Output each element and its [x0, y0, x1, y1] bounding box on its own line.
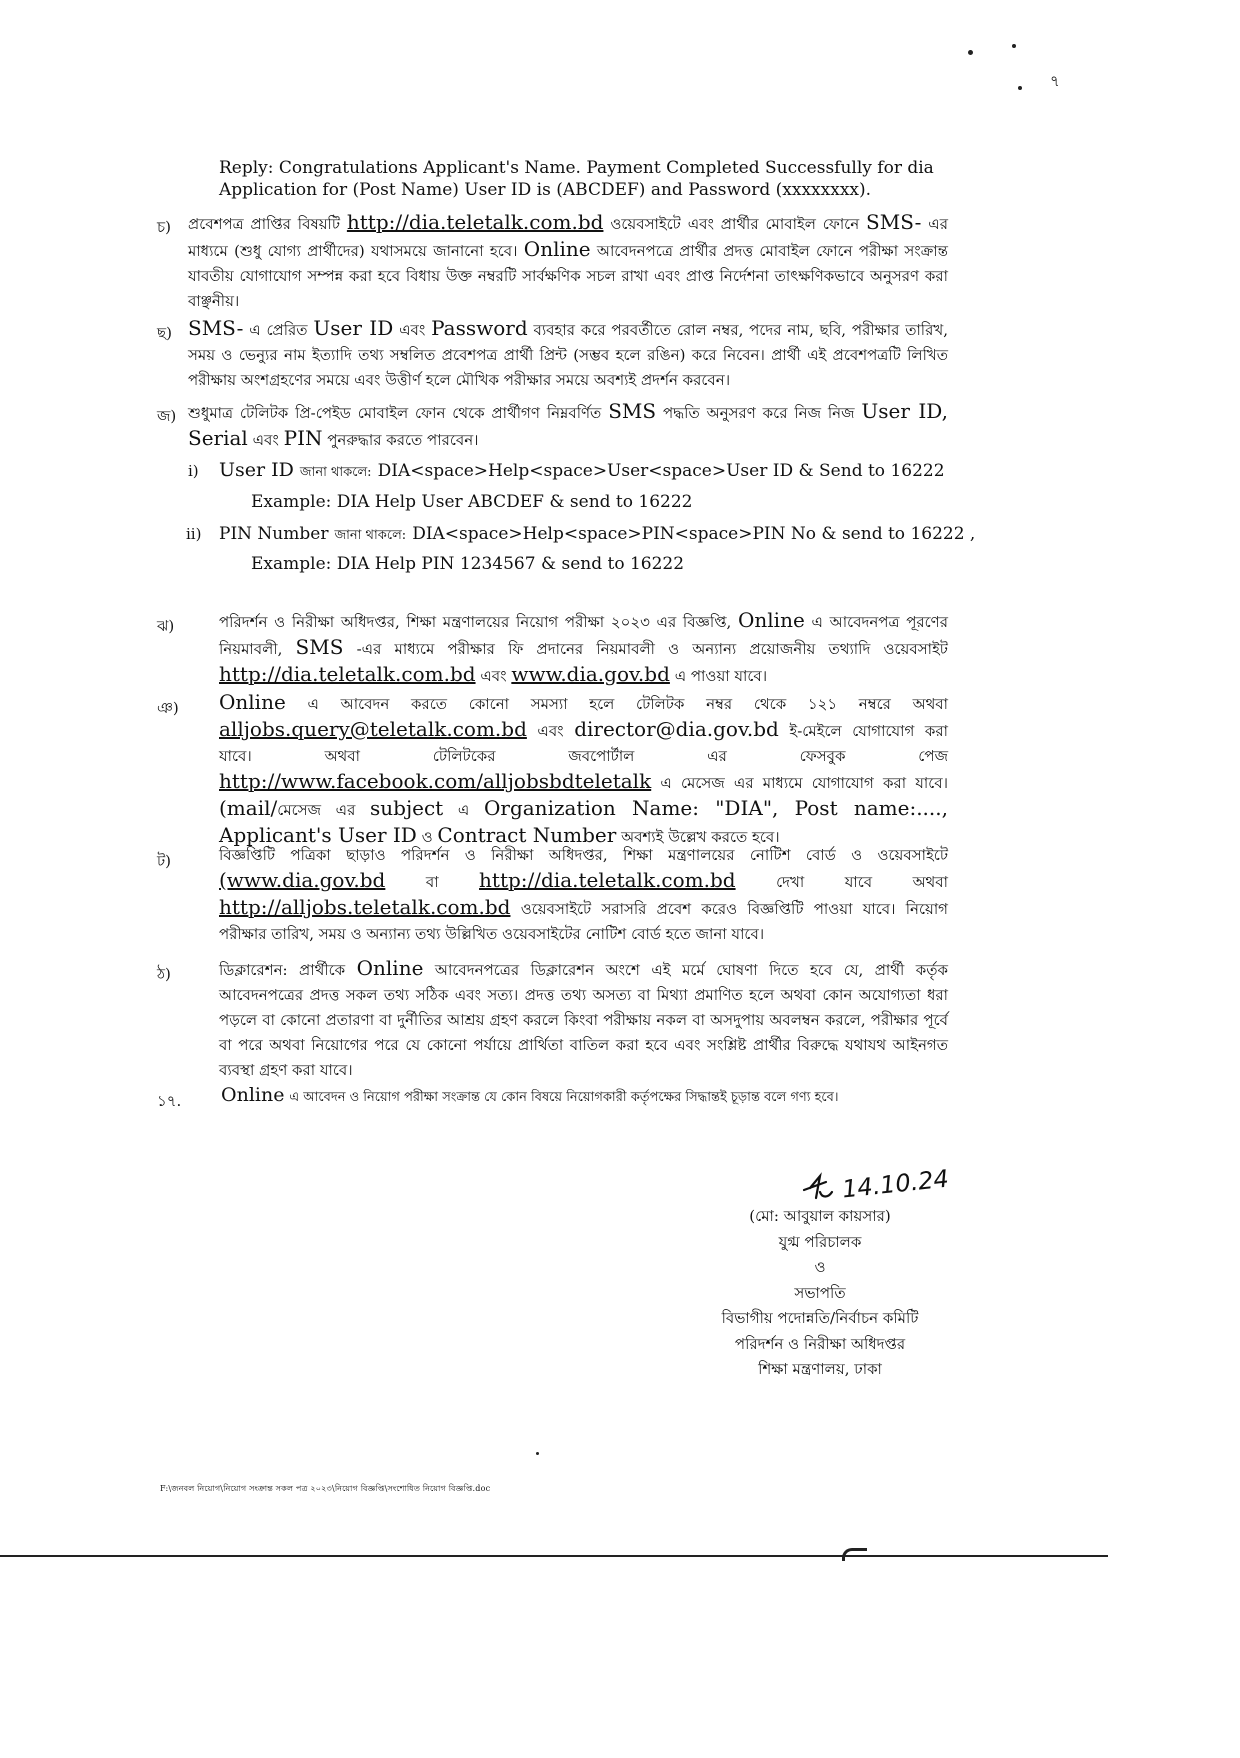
text: বিজ্ঞপ্তিটি পত্রিকা ছাড়াও পরিদর্শন ও নিরীক্ষা অধিদপ্তর, শিক্ষা মন্ত্রণালয়ের নোটিশ বোর্ড ও ওয়েবসাইটে — [219, 846, 948, 864]
scan-mark — [842, 1548, 867, 1561]
text: এ প্রেরিত — [249, 321, 308, 339]
scan-speck — [968, 50, 973, 55]
text: এবং — [537, 722, 564, 740]
userid-term: User ID — [313, 316, 394, 340]
paragraph-chha — [188, 316, 948, 393]
text: ওয়েবসাইটে সরাসরি প্রবেশ করেও বিজ্ঞপ্তিটি পাওয়া যাবে। নিয়োগ পরীক্ষার তারিখ, সময় ও অন্যান্য তথ্য উল্লিখিত ওয়েবসাইটের নোটিশ বোর্ড হতে জানা যাবে। — [219, 900, 948, 943]
text: এ আবেদন ও নিয়োগ পরীক্ষা সংক্রান্ত যে কোন বিষয়ে নিয়োগকারী কর্তৃপক্ষের সিদ্ধান্তই চূড়ান্ত বলে গণ্য হবে। — [289, 1090, 839, 1105]
url-link[interactable]: http://dia.teletalk.com.bd — [479, 868, 736, 892]
online-term: Online — [738, 608, 805, 632]
facebook-link[interactable]: http://www.facebook.com/alljobsbdteletalk — [219, 769, 652, 793]
text: এ আবেদনপত্র পূরণের নিয়মাবলী, — [219, 613, 948, 658]
paragraph-tha — [219, 956, 948, 1083]
paragraph-cha — [188, 210, 948, 314]
text: (mail/ — [219, 796, 278, 820]
text: ও — [421, 828, 433, 846]
item-marker: ঠ) — [157, 965, 171, 983]
url-link[interactable]: http://dia.teletalk.com.bd — [346, 210, 604, 234]
example-userid: Example: DIA Help User ABCDEF & send to 16222 — [251, 492, 693, 512]
item-marker: ঞ) — [157, 699, 179, 717]
text: ই-মেইলে যোগাযোগ করা যাবে। অথবা টেলিটকের জবপোর্টাল এর ফেসবুক পেজ — [219, 722, 948, 765]
item-marker: চ) — [157, 218, 171, 236]
text: দেখা যাবে অথবা — [776, 873, 948, 891]
text: পদ্ধতি অনুসরণ করে নিজ নিজ — [663, 404, 855, 422]
userid-term: User ID, — [861, 399, 948, 423]
signatory-committee: বিভাগীয় পদোন্নতি/নির্বাচন কমিটি — [721, 1309, 919, 1327]
text: User ID — [219, 459, 294, 481]
sms-term: SMS — [295, 635, 344, 659]
paragraph-nya — [219, 690, 948, 850]
url-link[interactable]: http://alljobs.teletalk.com.bd — [219, 895, 511, 919]
sms-term: SMS — [608, 399, 657, 423]
sms-format: DIA<space>Help<space>PIN<space>PIN No & send to 16222 , — [412, 524, 976, 544]
sms-format: DIA<space>Help<space>User<space>User ID & Send to 16222 — [377, 461, 945, 481]
sms-term: SMS- — [188, 316, 244, 340]
scan-bottom-edge — [0, 1555, 1108, 1557]
pin-term: PIN — [283, 426, 323, 450]
text: জানা থাকলে: — [334, 528, 407, 543]
item-marker: ১৭. — [157, 1092, 182, 1110]
text: প্রবেশপত্র প্রাপ্তির বিষয়টি — [188, 215, 341, 233]
text: অবশ্যই উল্লেখ করতে হবে। — [621, 828, 780, 846]
reply-line-2: Application for (Post Name) User ID is (ABCDEF) and Password (xxxxxxxx). — [219, 180, 872, 200]
online-term: Online — [221, 1084, 285, 1106]
text: এবং — [252, 431, 279, 449]
text: -এর মাধ্যমে পরীক্ষার ফি প্রদানের নিয়মাবলী ও অন্যান্য প্রয়োজনীয় তথ্যাদি ওয়েবসাইট — [356, 640, 948, 658]
online-term: Online — [523, 237, 591, 261]
url-link[interactable]: www.dia.gov.bd — [511, 662, 670, 686]
scan-speck — [536, 1452, 539, 1455]
signatory-designation: যুগ্ম পরিচালক — [778, 1233, 862, 1251]
item-marker: ঝ) — [157, 617, 175, 635]
text: Applicant's User ID — [219, 823, 417, 847]
email-link[interactable]: alljobs.query@teletalk.com.bd — [219, 717, 527, 741]
page-number: ৭ — [1050, 72, 1060, 90]
paragraph-ta — [219, 843, 948, 947]
paragraph-ja — [188, 399, 948, 453]
text: এবং — [399, 321, 426, 339]
text: পরিদর্শন ও নিরীক্ষা অধিদপ্তর, শিক্ষা মন্ত্রণালয়ের নিয়োগ পরীক্ষা ২০২৩ এর বিজ্ঞপ্তি, — [219, 613, 732, 631]
sub-item-marker: ii) — [186, 525, 202, 543]
reply-line-1: Reply: Congratulations Applicant's Name. Payment Completed Successfully for dia — [219, 158, 934, 178]
text: Organization Name: "DIA", Post name:...., — [484, 796, 948, 820]
sub-item-pin — [219, 522, 975, 545]
email-link[interactable]: director@dia.gov.bd — [574, 717, 779, 741]
sub-item-marker: i) — [188, 462, 199, 480]
text: এ মেসেজ এর মাধ্যমে যোগাযোগ করা যাবে। — [660, 774, 948, 792]
item-marker: জ) — [157, 407, 177, 425]
text: Contract Number — [437, 823, 617, 847]
text: এর মাধ্যমে (শুধু যোগ্য প্রার্থীদের) যথাসময়ে জানানো হবে। — [188, 215, 948, 260]
text: এবং — [480, 667, 507, 685]
online-term: Online — [356, 956, 424, 980]
signatory-name: (মো: আবুয়াল কায়সার) — [749, 1207, 891, 1225]
signatory-role: সভাপতি — [794, 1284, 846, 1302]
text: ব্যবহার করে পরবর্তীতে রোল নম্বর, পদের নাম, ছবি, পরীক্ষার তারিখ, সময় ও ভেন্যুর নাম ইত্যাদি তথ্য সম্বলিত প্রবেশপত্র প্রার্থী প্রিন্ট (সম্ভব হলে রঙিন) করে নিবেন। প্রার্থী এই প্রবেশপত্রটি লিখিত পরীক্ষায় অংশগ্রহণের সময়ে এবং উত্তীর্ণ হলে মৌখিক পরীক্ষার সময়ে অবশ্যই প্রদর্শন করবেন। — [188, 321, 948, 389]
text: বা — [425, 873, 439, 891]
text: ওয়েবসাইটে এবং প্রার্থীর মোবাইল ফোনে — [610, 215, 860, 233]
url-link[interactable]: (www.dia.gov.bd — [219, 868, 386, 892]
text: subject — [370, 796, 444, 820]
signatory-ministry: শিক্ষা মন্ত্রণালয়, ঢাকা — [758, 1360, 882, 1378]
scan-speck — [1012, 44, 1016, 48]
text: শুধুমাত্র টেলিটক প্রি-পেইড মোবাইল ফোন থেকে প্রার্থীগণ নিম্নবর্ণিত — [188, 404, 602, 422]
text: এ — [457, 801, 470, 819]
text: আবেদনপত্রের ডিক্লারেশন অংশে এই মর্মে ঘোষণা দিতে হবে যে, প্রার্থী কর্তৃক আবেদনপত্রের প্রদত্ত সকল তথ্য সঠিক এবং সত্য। প্রদত্ত তথ্য অসত্য বা মিথ্যা প্রমাণিত হলে অথবা কোন অযোগ্যতা ধরা পড়লে বা কোনো প্রতারণা বা দুর্নীতির আশ্রয় গ্রহণ করলে কিংবা পরীক্ষায় নকল বা অসদুপায় অবলম্বন করলে, পরীক্ষার পূর্বে বা পরে অথবা নিয়োগের পরে যে কোনো পর্যায়ে প্রার্থিতা বাতিল করা হবে এবং সংশ্লিষ্ট প্রার্থীর বিরুদ্ধে যথাযথ আইনগত ব্যবস্থা গ্রহণ করা যাবে। — [219, 961, 948, 1079]
example-pin: Example: DIA Help PIN 1234567 & send to 16222 — [251, 554, 685, 574]
sms-term: SMS- — [866, 210, 922, 234]
text: এ আবেদন করতে কোনো সমস্যা হলে টেলিটক নম্বর থেকে ১২১ নম্বরে অথবা — [307, 695, 948, 713]
text: আবেদনপত্রে প্রার্থীর প্রদত্ত মোবাইল ফোনে পরীক্ষা সংক্রান্ত যাবতীয় যোগাযোগ সম্পন্ন করা হবে বিধায় উক্ত নম্বরটি সার্বক্ষণিক সচল রাখা এবং প্রাপ্ত নির্দেশনা তাৎক্ষণিকভাবে অনুসরণ করা বাঞ্ছনীয়। — [188, 242, 948, 310]
text: জানা থাকলে: — [299, 465, 372, 480]
signatory-and: ও — [814, 1258, 826, 1276]
paragraph-jha — [219, 608, 948, 689]
text: মেসেজ এর — [277, 801, 356, 819]
text: PIN Number — [219, 524, 329, 544]
password-term: Password — [431, 316, 528, 340]
text: ডিক্লারেশন: প্রার্থীকে — [219, 961, 346, 979]
item-marker: ট) — [157, 852, 172, 870]
text: এ পাওয়া যাবে। — [674, 667, 768, 685]
online-term: Online — [219, 690, 286, 714]
sub-item-userid — [219, 459, 945, 482]
serial-term: Serial — [188, 426, 248, 450]
item-marker: ছ) — [157, 324, 172, 342]
footer-file-path: F:\জনবল নিয়োগ\নিয়োগ সংক্রান্ত সকল পত্র ২০২৩\নিয়োগ বিজ্ঞপ্তি\সংশোধিত নিয়োগ বিজ্ঞপ্তি.doc — [160, 1484, 491, 1493]
scan-speck — [1018, 86, 1022, 90]
signatory-office: পরিদর্শন ও নিরীক্ষা অধিদপ্তর — [734, 1335, 906, 1353]
text: পুনরুদ্ধার করতে পারবেন। — [327, 431, 479, 449]
url-link[interactable]: http://dia.teletalk.com.bd — [219, 662, 476, 686]
paragraph-17 — [221, 1084, 839, 1107]
signature-date: 14.10.24 — [840, 1164, 951, 1204]
